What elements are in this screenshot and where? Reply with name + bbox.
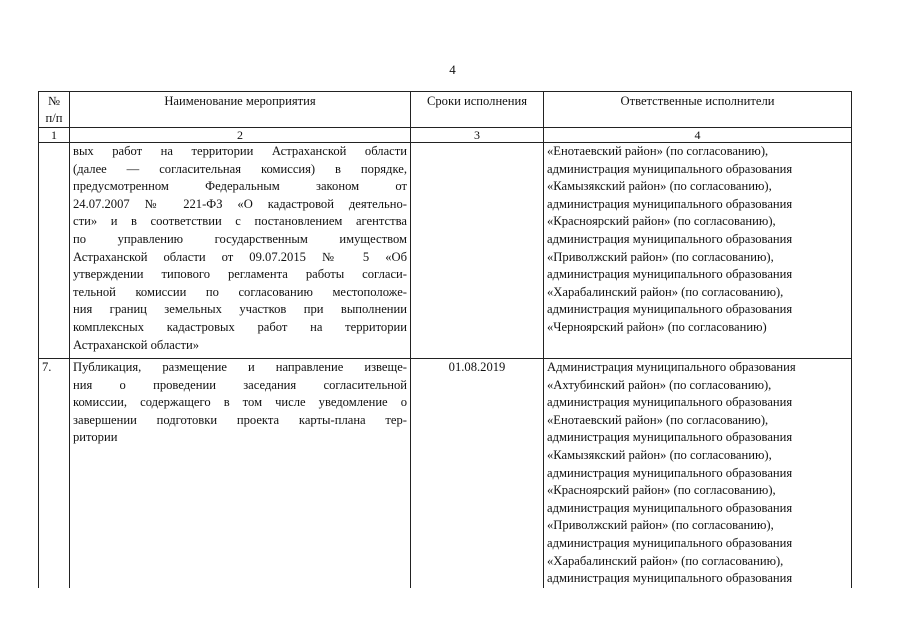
text-line: «Енотаевский район» (по согласованию), xyxy=(547,144,769,158)
column-number: 1 xyxy=(39,128,70,143)
text-line: администрация муниципального образования xyxy=(547,161,793,176)
text-line: по управлению государственным имуществом xyxy=(73,231,407,246)
text-line: ритории xyxy=(73,430,118,445)
table-row xyxy=(39,359,852,588)
text-line: тельной комиссии по согласованию местоположе- xyxy=(73,284,407,299)
text-line: «Ахтубинский район» (по согласованию), xyxy=(547,377,772,392)
text-line: администрация муниципального образования xyxy=(547,500,793,515)
text-line: предусмотренном Федеральным законом от xyxy=(73,179,407,194)
text-line: «Красноярский район» (по согласованию), xyxy=(547,483,776,498)
text-line: «Камызякский район» (по согласованию), xyxy=(547,447,772,462)
header-responsible: Ответственные исполнители xyxy=(544,92,852,128)
text-line: администрация муниципального образования xyxy=(547,430,793,445)
text-line: администрация муниципального образования xyxy=(547,196,793,211)
table-header-row xyxy=(39,92,852,128)
text-line: администрация муниципального образования xyxy=(547,231,793,246)
text-line: администрация муниципального образования xyxy=(547,395,793,410)
measure-name xyxy=(70,143,411,359)
text-line: «Приволжский район» (по согласованию), xyxy=(547,518,774,533)
text-line: «Черноярский район» (по согласованию) xyxy=(547,319,767,334)
page-number: 4 xyxy=(449,62,456,77)
row-number xyxy=(39,143,70,359)
text-line: Астраханской области от 09.07.2015 № 5 «Об xyxy=(73,249,407,264)
text-line: администрация муниципального образования xyxy=(547,535,793,550)
text-line: Администрация муниципального образования xyxy=(547,360,796,374)
measures-table xyxy=(38,91,852,588)
text-line: «Енотаевский район» (по согласованию), xyxy=(547,412,769,427)
responsible-executors xyxy=(544,359,852,588)
row-number: 7. xyxy=(39,359,70,588)
text-line: администрация муниципального образования xyxy=(547,571,793,586)
column-number: 2 xyxy=(70,128,411,143)
text-line: «Приволжский район» (по согласованию), xyxy=(547,249,774,264)
text-line: ния о проведении заседания согласительной xyxy=(73,377,407,392)
text-line: Публикация, размещение и направление извеще- xyxy=(73,360,407,374)
text-line: ния границ земельных участков при выполнении xyxy=(73,302,407,317)
text-line: «Красноярский район» (по согласованию), xyxy=(547,214,776,229)
header-number: № п/п xyxy=(39,92,70,128)
text-line: «Камызякский район» (по согласованию), xyxy=(547,179,772,194)
measure-name xyxy=(70,359,411,588)
deadline xyxy=(411,143,544,359)
header-deadline: Сроки исполнения xyxy=(411,92,544,128)
text-line: администрация муниципального образования xyxy=(547,302,793,317)
text-line: 24.07.2007 № 221-ФЗ «О кадастровой деятельно- xyxy=(73,196,407,211)
text-line: утверждении типового регламента работы согласи- xyxy=(73,267,407,282)
table-row xyxy=(39,143,852,359)
column-number: 3 xyxy=(411,128,544,143)
header-name: Наименование мероприятия xyxy=(70,92,411,128)
text-line: сти» и в соответствии с постановлением агентства xyxy=(73,214,407,229)
text-line: администрация муниципального образования xyxy=(547,267,793,282)
text-line: (далее — согласительная комиссия) в порядке, xyxy=(73,161,407,176)
column-number: 4 xyxy=(544,128,852,143)
responsible-executors xyxy=(544,143,852,359)
text-line: вых работ на территории Астраханской области xyxy=(73,144,407,158)
text-line: завершении подготовки проекта карты-плана тер- xyxy=(73,412,407,427)
deadline: 01.08.2019 xyxy=(411,359,544,588)
text-line: «Харабалинский район» (по согласованию), xyxy=(547,553,784,568)
text-line: администрация муниципального образования xyxy=(547,465,793,480)
column-number-row xyxy=(39,128,852,143)
text-line: комиссии, содержащего в том числе уведомление о xyxy=(73,395,407,410)
text-line: комплексных кадастровых работ на территории xyxy=(73,319,407,334)
text-line: «Харабалинский район» (по согласованию), xyxy=(547,284,784,299)
text-line: Астраханской области» xyxy=(73,337,200,352)
